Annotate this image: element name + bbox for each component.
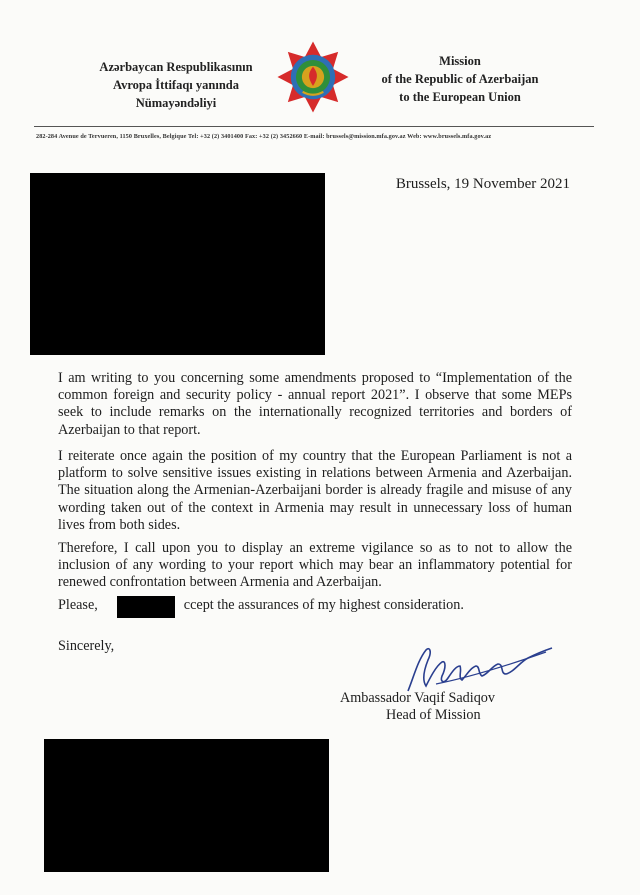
redacted-inline-text — [117, 596, 175, 618]
closing-prefix: Please, — [58, 597, 98, 613]
header-right-line-2: of the Republic of Azerbaijan — [381, 72, 539, 86]
header-left-line-2: Avropa İttifaqı yanında — [113, 78, 239, 92]
redacted-recipient-block — [30, 173, 325, 355]
header-left-azerbaijani — [78, 58, 274, 112]
closing-suffix: ccept the assurances of my highest consideration. — [183, 597, 464, 613]
paragraph-3: Therefore, I call upon you to display an extreme vigilance so as to not to allow the inclusion of any wording to your report which may bear an inflammatory potential for renewed confrontation between Armenia and Azerbaijan. — [58, 540, 572, 591]
header-right-line-1: Mission — [439, 54, 481, 68]
coat-of-arms-emblem-icon — [276, 40, 350, 114]
header-divider — [34, 126, 594, 127]
header-right-english — [360, 52, 560, 106]
sign-off: Sincerely, — [58, 638, 115, 654]
redacted-footer-block — [44, 739, 329, 872]
signer-title: Head of Mission — [386, 707, 481, 723]
header-right-line-3: to the European Union — [399, 90, 521, 104]
signer-name: Ambassador Vaqif Sadiqov — [340, 690, 495, 706]
paragraph-1: I am writing to you concerning some amendments proposed to “Implementation of the common foreign and security policy - annual report 2021”. I observe that some MEPs seek to include remarks on the internationally recognized territories and borders of Azerbaijan to that report. — [58, 370, 572, 438]
contact-line: 282-284 Avenue de Tervueren, 1150 Bruxelles, Belgique Tel: +32 (2) 3401400 Fax: +32 (2) 3452660 E-mail: brussels@mission.mfa.gov.az Web: www.brussels.mfa.gov.az — [36, 133, 492, 140]
header-left-line-3: Nümayəndəliyi — [135, 96, 217, 110]
header-left-line-1: Azərbaycan Respublikasının — [99, 60, 253, 74]
paragraph-2: I reiterate once again the position of my country that the European Parliament is not a platform to solve sensitive issues existing in relations between Armenia and Azerbaijan. The situation along the Armenian-Azerbaijani border is already fragile and misuse of any wording taken out of the context in Armenia may result in unnecessary loss of human lives from both sides. — [58, 448, 572, 533]
letter-date: Brussels, 19 November 2021 — [395, 176, 570, 192]
